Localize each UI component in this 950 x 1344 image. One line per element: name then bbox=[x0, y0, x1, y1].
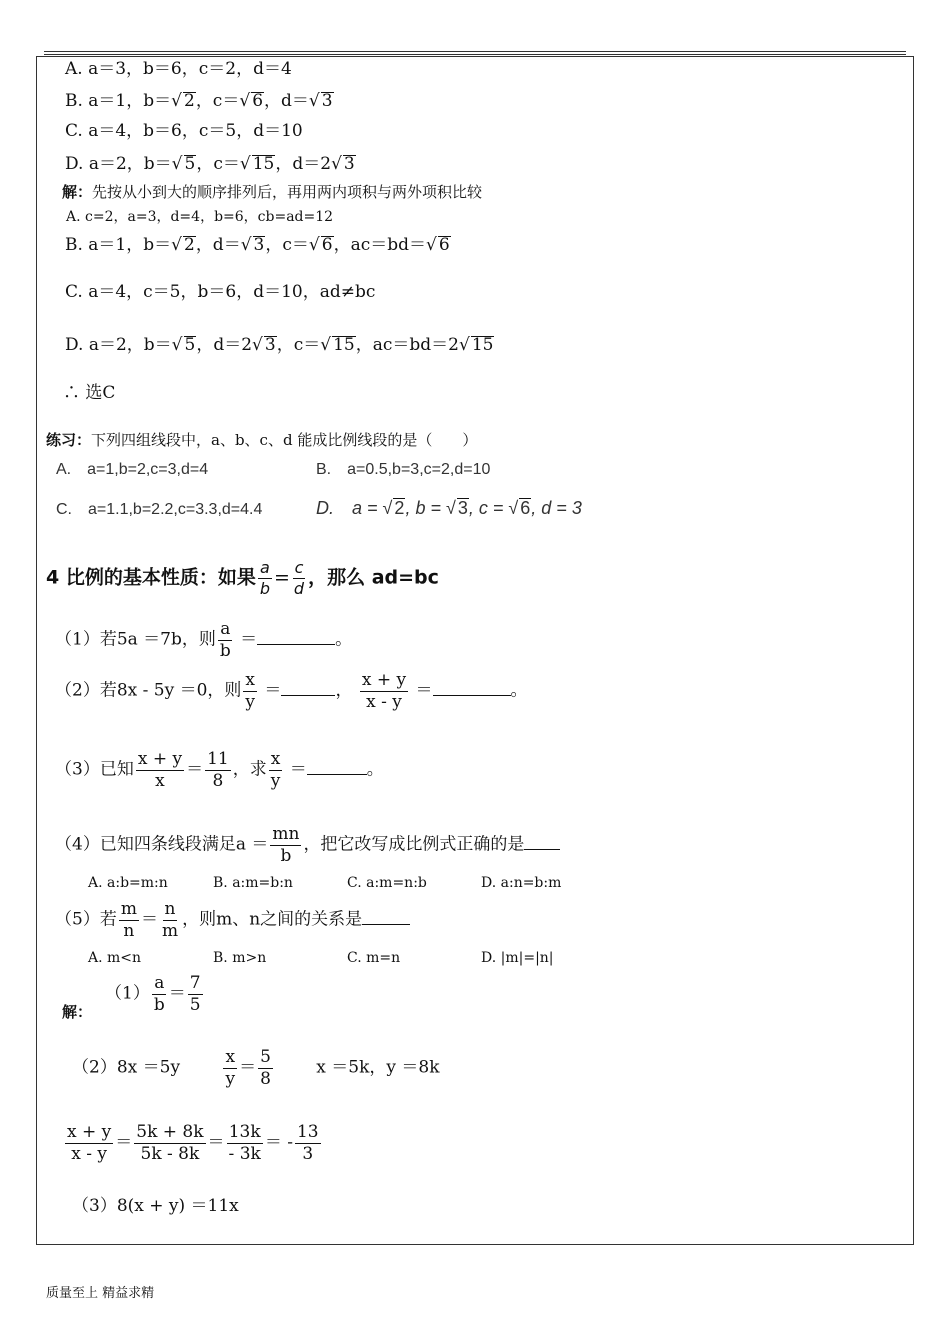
option-a: A. a＝3，b＝6，c＝2，d＝4 bbox=[65, 59, 292, 79]
question-2: （2）若8x - 5y ＝0，则 $\frac{x}{y}$ ＝ ， $\frac{x + y}{x - y}$ ＝ 。 bbox=[55, 670, 528, 712]
q4-option-d: D. a:n=b:m bbox=[481, 875, 562, 891]
q5-option-d: D. |m|=|n| bbox=[481, 950, 554, 966]
exercise-option-c: C. a=1.1,b=2.2,c=3.3,d=4.4 bbox=[56, 501, 263, 518]
answer-blank[interactable] bbox=[362, 910, 410, 925]
solution2-step1: （1） $\frac{a}{b}$ ＝ $\frac{7}{5}$ bbox=[105, 973, 201, 1015]
q4-option-c: C. a:m=n:b bbox=[347, 875, 427, 891]
answer-blank[interactable] bbox=[524, 835, 560, 850]
q5-option-b: B. m>n bbox=[213, 950, 267, 966]
top-rule-2 bbox=[44, 54, 906, 55]
answer-blank[interactable] bbox=[307, 760, 367, 775]
exercise-option-a: A. a=1,b=2,c=3,d=4 bbox=[56, 461, 209, 478]
exercise-option-b: B. a=0.5,b=3,c=2,d=10 bbox=[316, 461, 491, 478]
option-c: C. a＝4，b＝6，c＝5，d＝10 bbox=[65, 121, 303, 141]
solution2-step3: （3）8(x + y) ＝11x bbox=[72, 1196, 239, 1216]
top-rule bbox=[44, 51, 906, 52]
q5-option-a: A. m<n bbox=[88, 950, 142, 966]
option-d: D. a＝2，b＝√ 5，c＝√ 15，d＝2√ 3 bbox=[65, 154, 355, 174]
q4-option-a: A. a:b=m:n bbox=[88, 875, 168, 891]
solution-c: C. a＝4，c＝5，b＝6，d＝10，ad≠bc bbox=[65, 282, 376, 302]
question-4: （4）已知四条线段满足a ＝ $\frac{mn}{b}$ ，把它改写成比例式正确的是 bbox=[55, 825, 560, 865]
exercise-prompt: 练习：下列四组线段中，a、b、c、d 能成比例线段的是（ ） bbox=[46, 431, 478, 449]
solution-d: D. a＝2，b＝√ 5，d＝2√ 3，c＝√ 15，ac＝bd＝2√ 15 bbox=[65, 335, 494, 355]
solution2-step2: （2）8x ＝5y $\frac{x}{y}$ ＝ $\frac{5}{8}$ x ＝5k，y ＝8k bbox=[72, 1047, 440, 1089]
solution-b: B. a＝1，b＝√ 2，d＝√ 3，c＝√ 6，ac＝bd＝√ 6 bbox=[65, 235, 450, 255]
question-3: （3）已知 $\frac{x + y}{x}$ ＝ $\frac{11}{8}$ ，求 $\frac{x}{y}$ ＝ 。 bbox=[55, 749, 384, 791]
section-4-heading: 4 比例的基本性质：如果 $\frac{a}{b}$ = $\frac{c}{d}$ ，那么 ad=bc bbox=[46, 558, 439, 598]
answer-blank[interactable] bbox=[433, 681, 511, 696]
exercise-option-d: D. a = √ 2, b = √ 3, c = √ 6, d = 3 bbox=[316, 498, 582, 518]
q4-option-b: B. a:m=b:n bbox=[213, 875, 293, 891]
answer-blank[interactable] bbox=[257, 630, 335, 645]
question-5: （5）若 $\frac{m}{n}$ ＝ $\frac{n}{m}$ ，则m、n之间的关系是 bbox=[55, 900, 410, 940]
solution2-label: 解： bbox=[62, 1003, 93, 1021]
question-1: （1）若5a ＝7b，则 $\frac{a}{b}$ ＝ 。 bbox=[55, 619, 353, 661]
option-b: B. a＝1，b＝√ 2，c＝√ 6，d＝√ 3 bbox=[65, 91, 333, 111]
q5-option-c: C. m=n bbox=[347, 950, 401, 966]
solution-intro: 解：先按从小到大的顺序排列后，再用两内项积与两外项积比较 bbox=[62, 183, 483, 201]
solution2-step2b: $\frac{x + y}{x - y}$ ＝ $\frac{5k + 8k}{5k - 8k}$ ＝ $\frac{13k}{- 3k}$ ＝ - $\frac{13}{3}$ bbox=[67, 1122, 319, 1164]
answer-blank[interactable] bbox=[281, 681, 335, 696]
page-footer: 质量至上 精益求精 bbox=[46, 1286, 155, 1301]
solution-conclusion: ∴ 选C bbox=[63, 383, 116, 403]
solution-a: A. c=2，a=3，d=4，b=6，cb=ad=12 bbox=[66, 209, 334, 225]
